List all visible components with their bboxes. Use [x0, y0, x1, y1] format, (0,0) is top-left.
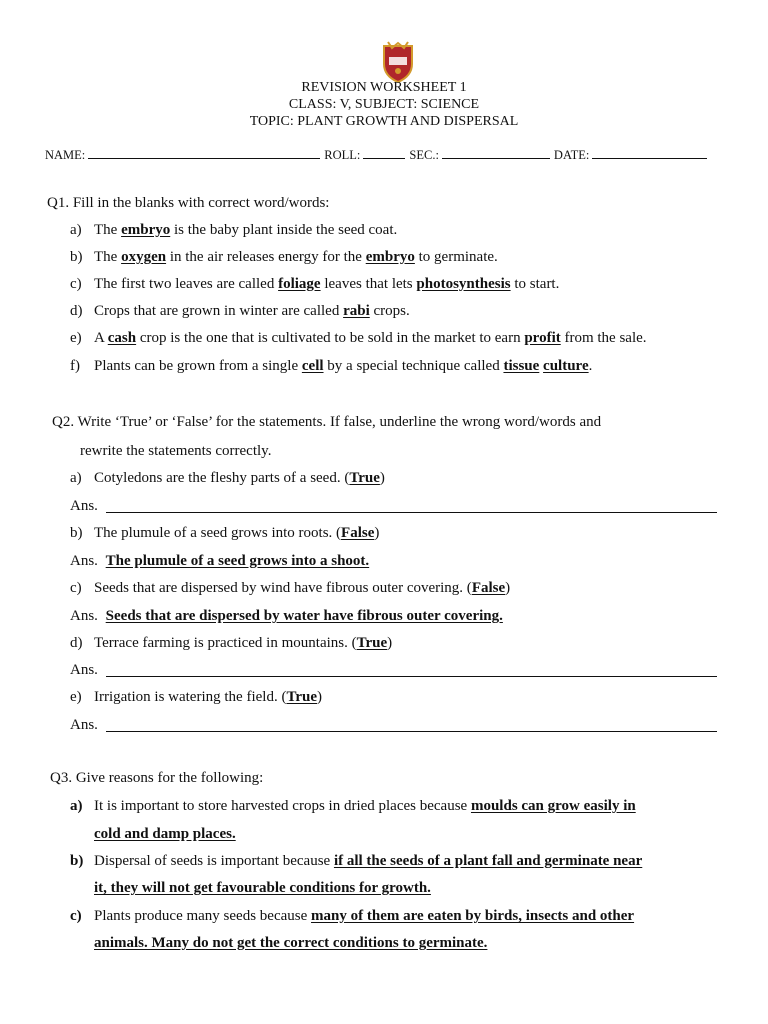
text: )	[387, 635, 393, 651]
text: )	[379, 470, 385, 486]
answer-word: embryo	[365, 249, 415, 265]
roll-label: ROLL:	[324, 148, 361, 162]
answer-text: moulds can grow easily in	[470, 798, 636, 814]
item-label: d)	[70, 635, 83, 651]
date-blank[interactable]	[592, 146, 707, 159]
item-label: b)	[70, 525, 83, 541]
q2-answer-b	[70, 551, 369, 571]
answer-word: cash	[107, 330, 137, 346]
text: Dispersal of seeds is important because	[94, 853, 334, 869]
item-label: c)	[70, 908, 82, 924]
name-label: NAME:	[45, 148, 86, 162]
text: It is important to store harvested crops in dried places because	[94, 798, 471, 814]
text: crops.	[369, 303, 410, 319]
date-label: DATE:	[553, 148, 590, 162]
sec-label: SEC.:	[409, 148, 439, 162]
item-label: f)	[70, 358, 80, 374]
statement: The plumule of a seed grows into roots. (	[94, 525, 342, 541]
answer-word: tissue	[503, 358, 540, 374]
q1-heading: Q1. Fill in the blanks with correct word/words:	[47, 195, 330, 211]
worksheet-title: REVISION WORKSHEET 1	[301, 80, 467, 95]
answer-line[interactable]	[106, 717, 717, 732]
text: The	[94, 222, 122, 238]
ans-label: Ans.	[70, 498, 98, 514]
verdict: True	[286, 689, 317, 705]
text: Crops that are grown in winter are called	[94, 303, 344, 319]
text: )	[505, 580, 511, 596]
text: leaves that lets	[320, 276, 417, 292]
answer-text: The plumule of a seed grows into a shoot.	[105, 553, 370, 569]
q2-answer-a	[70, 496, 98, 516]
answer-word: photosynthesis	[416, 276, 511, 292]
answer-text: cold and damp places.	[94, 826, 236, 842]
verdict: False	[471, 580, 506, 596]
q2-answer-e	[70, 715, 98, 735]
q2-heading-line1: Q2. Write ‘True’ or ‘False’ for the statements. If false, underline the wrong word/words and	[52, 414, 602, 430]
text: The	[94, 249, 122, 265]
text: Plants can be grown from a single	[94, 358, 302, 374]
topic-line: TOPIC: PLANT GROWTH AND DISPERSAL	[249, 114, 519, 129]
ans-label: Ans.	[70, 553, 98, 569]
statement: Cotyledons are the fleshy parts of a seed. (	[94, 470, 350, 486]
item-label: b)	[70, 853, 84, 869]
student-info-row	[45, 146, 720, 163]
answer-text: Seeds that are dispersed by water have fibrous outer covering.	[105, 608, 503, 624]
answer-text: animals. Many do not get the correct conditions to germinate.	[94, 935, 488, 951]
item-label: a)	[70, 798, 83, 814]
roll-blank[interactable]	[363, 146, 405, 159]
text: .	[588, 358, 593, 374]
statement: Seeds that are dispersed by wind have fibrous outer covering. (	[94, 580, 472, 596]
sec-blank[interactable]	[442, 146, 550, 159]
school-crest-logo	[380, 40, 416, 84]
item-label: c)	[70, 276, 82, 292]
answer-text: many of them are eaten by birds, insects and other	[311, 908, 635, 924]
verdict: True	[349, 470, 380, 486]
item-label: e)	[70, 689, 82, 705]
q3-heading: Q3. Give reasons for the following:	[50, 770, 264, 786]
text: )	[317, 689, 322, 705]
q2-heading-line2: rewrite the statements correctly.	[80, 443, 272, 459]
answer-line[interactable]	[106, 498, 717, 513]
answer-text: it, they will not get favourable conditions for growth.	[94, 880, 431, 896]
text: crop is the one that is cultivated to be sold in the market to earn	[136, 330, 525, 346]
q2-answer-d	[70, 660, 98, 680]
class-subject: CLASS: V, SUBJECT: SCIENCE	[288, 97, 480, 112]
answer-word: embryo	[121, 222, 171, 238]
text: in the air releases energy for the	[166, 249, 366, 265]
q2-answer-c	[70, 606, 503, 626]
answer-word: foliage	[278, 276, 321, 292]
answer-word: cell	[301, 358, 324, 374]
answer-line[interactable]	[106, 662, 717, 677]
text: from the sale.	[560, 330, 647, 346]
ans-label: Ans.	[70, 662, 98, 678]
item-label: c)	[70, 580, 82, 596]
name-blank[interactable]	[88, 146, 320, 159]
ans-label: Ans.	[70, 717, 98, 733]
text: by a special technique called	[323, 358, 504, 374]
item-label: b)	[70, 249, 83, 265]
answer-word: profit	[524, 330, 561, 346]
item-label: a)	[70, 222, 82, 238]
item-label: e)	[70, 330, 82, 346]
answer-text: if all the seeds of a plant fall and germinate near	[333, 853, 643, 869]
statement: Irrigation is watering the field. (	[94, 689, 287, 705]
text: is the baby plant inside the seed coat.	[170, 222, 398, 238]
item-label: a)	[70, 470, 82, 486]
ans-label: Ans.	[70, 608, 98, 624]
text: A	[94, 330, 108, 346]
text: to start.	[510, 276, 560, 292]
statement: Terrace farming is practiced in mountains. (	[94, 635, 357, 651]
answer-word: culture	[543, 358, 589, 374]
text: to germinate.	[414, 249, 498, 265]
answer-word: rabi	[343, 303, 370, 319]
text: )	[374, 525, 380, 541]
verdict: True	[356, 635, 388, 651]
text: Plants produce many seeds because	[94, 908, 312, 924]
item-label: d)	[70, 303, 83, 319]
text: The first two leaves are called	[94, 276, 279, 292]
verdict: False	[341, 525, 375, 541]
answer-word: oxygen	[121, 249, 167, 265]
